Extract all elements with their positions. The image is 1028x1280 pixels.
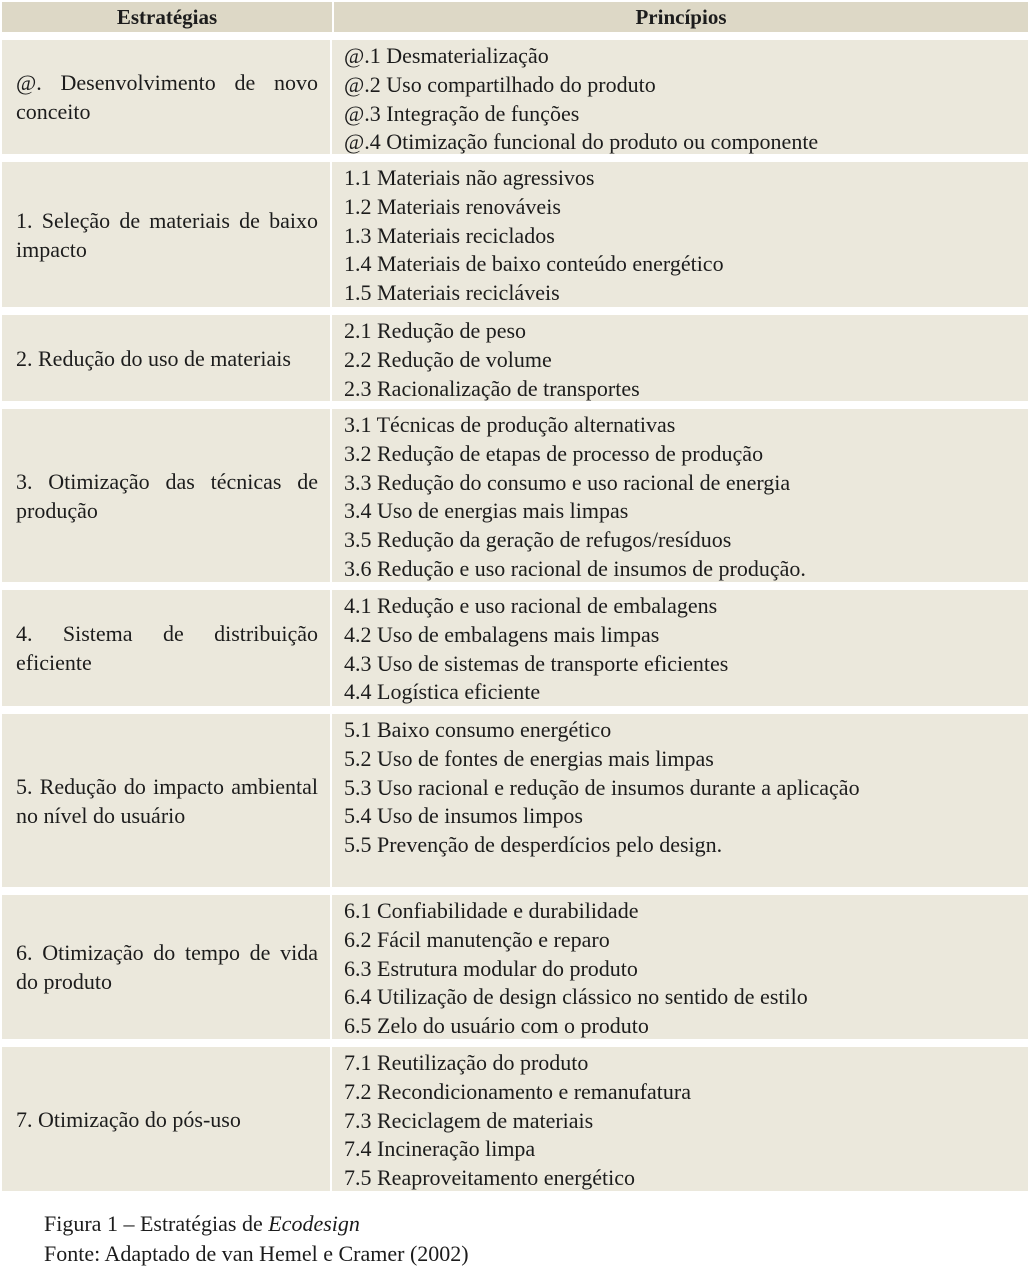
strategy-text: 1. Seleção de materiais de baixo impacto (16, 207, 318, 262)
strategy-text: 5. Redução do impacto ambiental no nível do usuário (16, 773, 318, 828)
principles-cell (330, 1047, 1028, 1191)
principle-item: 3.1 Técnicas de produção alternativas (344, 412, 676, 437)
principle-item: 3.3 Redução do consumo e uso racional de energia (344, 469, 791, 495)
strategy-text: 2. Redução do uso de materiais (16, 345, 291, 371)
figure-title (44, 1209, 469, 1239)
table-row (2, 315, 1028, 401)
principle-item: 1.1 Materiais não agressivos (344, 165, 595, 190)
table-row (2, 895, 1028, 1039)
figure-source: Fonte: Adaptado de van Hemel e Cramer (2002) (44, 1241, 469, 1266)
principle-item: 6.5 Zelo do usuário com o produto (344, 1013, 649, 1039)
principle-item: 6.3 Estrutura modular do produto (344, 955, 638, 981)
principle-item: 1.2 Materiais renováveis (344, 193, 561, 219)
principle-item: 5.2 Uso de fontes de energias mais limpas (344, 745, 714, 771)
table-row (2, 590, 1028, 706)
table-row (2, 409, 1028, 582)
principle-item: 3.4 Uso de energias mais limpas (344, 498, 629, 524)
principle-item: 5.4 Uso de insumos limpos (344, 803, 583, 829)
principle-item: 5.5 Prevenção de desperdícios pelo design. (344, 832, 723, 858)
principle-item: 3.6 Redução e uso racional de insumos de produção. (344, 555, 806, 581)
principle-item: 5.3 Uso racional e redução de insumos durante a aplicação (344, 774, 860, 800)
principle-item: @.4 Otimização funcional do produto ou componente (344, 129, 819, 155)
principles-cell (330, 315, 1028, 401)
principle-item: 1.4 Materiais de baixo conteúdo energético (344, 251, 724, 277)
row-separator (2, 32, 1028, 40)
strategy-text: 4. Sistema de distribuição eficiente (16, 621, 318, 675)
principle-item: 4.2 Uso de embalagens mais limpas (344, 621, 660, 647)
principles-cell (330, 714, 1028, 887)
table-row (2, 40, 1028, 154)
principle-item: 4.1 Redução e uso racional de embalagens (344, 593, 718, 618)
strategy-cell (2, 895, 330, 1039)
strategy-cell (2, 315, 330, 401)
principles-cell (330, 895, 1028, 1039)
principle-item: @.3 Integração de funções (344, 100, 580, 126)
ecodesign-strategies-table (2, 2, 1028, 1191)
principle-item: 3.5 Redução da geração de refugos/resíduos (344, 527, 732, 553)
strategy-cell (2, 409, 330, 582)
table-body (2, 32, 1028, 1191)
table-row (2, 714, 1028, 887)
principle-item: 7.5 Reaproveitamento energético (344, 1165, 635, 1191)
principle-item: 7.1 Reutilização do produto (344, 1050, 589, 1075)
principles-cell (330, 590, 1028, 706)
figure-caption (44, 1209, 469, 1269)
strategy-text: 7. Otimização do pós-uso (16, 1106, 241, 1132)
principles-cell (330, 40, 1028, 154)
strategy-cell (2, 590, 330, 706)
header-principles: Princípios (332, 2, 1028, 32)
principle-item: 1.3 Materiais reciclados (344, 222, 555, 248)
strategy-cell (2, 714, 330, 887)
principle-item: 4.3 Uso de sistemas de transporte eficientes (344, 650, 729, 676)
table-header (2, 2, 1028, 32)
strategy-text: 3. Otimização das técnicas de produção (16, 468, 318, 523)
principle-item: 7.2 Recondicionamento e remanufatura (344, 1078, 691, 1104)
principles-cell (330, 162, 1028, 307)
principle-item: 5.1 Baixo consumo energético (344, 717, 612, 742)
principle-item: 3.2 Redução de etapas de processo de produção (344, 440, 764, 466)
principle-item: 6.4 Utilização de design clássico no sentido de estilo (344, 984, 808, 1010)
principle-item: 2.3 Racionalização de transportes (344, 375, 640, 401)
principle-item: 7.3 Reciclagem de materiais (344, 1107, 594, 1133)
principle-item: 6.2 Fácil manutenção e reparo (344, 926, 610, 952)
strategy-cell (2, 162, 330, 307)
principles-cell (330, 409, 1028, 582)
row-separator (2, 307, 1028, 315)
figure-title-italic: Ecodesign (268, 1211, 360, 1236)
principle-item: 2.1 Redução de peso (344, 318, 527, 343)
row-separator (2, 887, 1028, 895)
principle-item: 4.4 Logística eficiente (344, 679, 541, 705)
strategy-text: @. Desenvolvimento de novo conceito (16, 70, 318, 124)
strategy-cell (2, 40, 330, 154)
strategy-text: 6. Otimização do tempo de vida do produto (16, 940, 318, 994)
header-strategies: Estratégias (116, 5, 218, 29)
principle-item: 7.4 Incineração limpa (344, 1136, 536, 1162)
strategy-cell (2, 1047, 330, 1191)
principle-item: 6.1 Confiabilidade e durabilidade (344, 898, 639, 923)
figure-title-text: Figura 1 – Estratégias de (44, 1211, 269, 1236)
table-row (2, 162, 1028, 307)
principle-item: 1.5 Materiais recicláveis (344, 280, 560, 306)
principle-item: @.1 Desmaterialização (344, 43, 549, 68)
row-separator (2, 706, 1028, 714)
principle-item: 2.2 Redução de volume (344, 346, 552, 372)
table-row (2, 1047, 1028, 1191)
principle-item: @.2 Uso compartilhado do produto (344, 71, 656, 97)
